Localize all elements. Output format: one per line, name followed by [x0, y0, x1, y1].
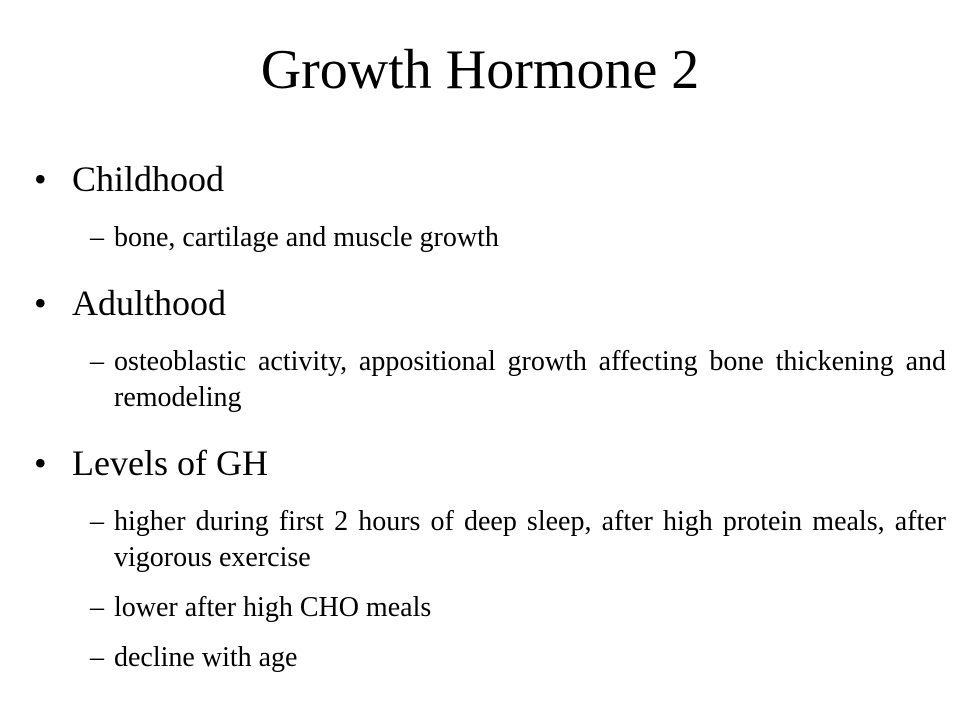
bullet-label: Levels of GH: [72, 443, 268, 483]
bullet-marker: •: [34, 283, 47, 323]
sub-item-text: lower after high CHO meals: [114, 592, 432, 623]
sub-item: [34, 344, 946, 416]
bullet-marker: •: [34, 443, 47, 483]
sub-item: [34, 504, 946, 576]
dash-marker: –: [90, 506, 104, 537]
sub-item-text: bone, cartilage and muscle growth: [114, 222, 499, 253]
sub-item-text: osteoblastic activity, appositional growth affecting bone thickening and remodeling: [114, 346, 946, 413]
slide-title: Growth Hormone 2: [260, 39, 700, 101]
sub-item: [34, 220, 946, 256]
sub-item-text: decline with age: [114, 642, 298, 673]
dash-marker: –: [90, 642, 104, 673]
bullet-label: Adulthood: [72, 283, 227, 323]
dash-marker: –: [90, 592, 104, 623]
dash-marker: –: [90, 222, 104, 253]
sub-item: [34, 640, 946, 676]
bullet-adulthood: [34, 276, 946, 330]
bullet-marker: •: [34, 159, 47, 199]
bullet-label: Childhood: [72, 159, 225, 199]
bullet-levels-of-gh: [34, 436, 946, 490]
dash-marker: –: [90, 346, 104, 377]
bullet-childhood: [34, 152, 946, 206]
sub-item: [34, 590, 946, 626]
slide-body: [34, 152, 946, 676]
sub-item-text: higher during first 2 hours of deep sleep, after high protein meals, after vigorous exercise: [114, 506, 946, 573]
